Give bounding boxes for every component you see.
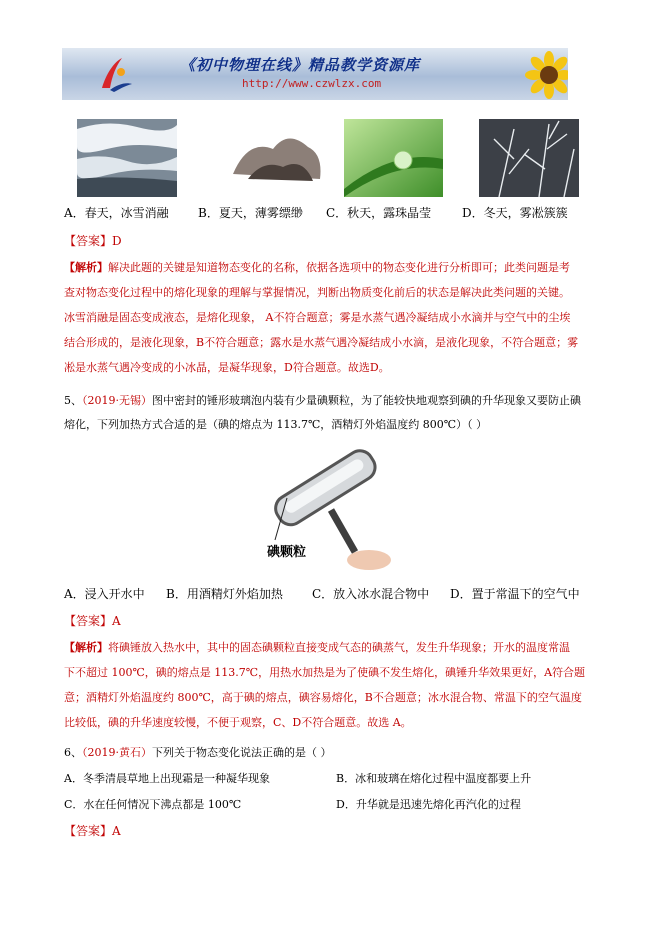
q5-analysis	[64, 635, 604, 735]
analysis-line: 【解析】将碘锤放入热水中，其中的固态碘颗粒直接变成气态的碘蒸气，发生升华现象；开水的温度常温	[64, 641, 570, 654]
analysis-line: 意；酒精灯外焰温度约 800℃，高于碘的熔点，碘容易熔化，B不合题意；冰水混合物、常温下的空气温度	[64, 691, 582, 704]
q4-option-a: A．春天，冰雪消融	[64, 206, 169, 220]
sunflower-icon	[524, 50, 568, 100]
q5-option-c: C．放入冰水混合物中	[312, 587, 430, 601]
q6-source: （2019·黄石）	[82, 746, 152, 759]
photo-thin-mist	[228, 119, 328, 197]
q4-answer	[64, 232, 122, 250]
answer-label: 【答案】	[64, 234, 113, 248]
banner-url: http://www.czwlzx.com	[242, 77, 382, 90]
answer-label: 【答案】	[64, 614, 113, 628]
iodine-hammer-tube-figure	[253, 442, 403, 573]
q5-option-b: B．用酒精灯外焰加热	[166, 587, 283, 601]
analysis-line: 凇是水蒸气遇冷变成的小冰晶，是凝华现象，D符合题意。故选D。	[64, 361, 390, 374]
q4-option-c: C．秋天，露珠晶莹	[326, 206, 432, 220]
header-banner	[62, 48, 568, 100]
analysis-line: 下不超过 100℃，碘的熔点是 113.7℃，用热水加热是为了使碘不发生熔化，碘锤升华效果更好，A符合题	[64, 666, 586, 679]
q5-option-a: A．浸入开水中	[64, 587, 145, 601]
q5-answer	[64, 612, 121, 630]
analysis-line: 结合形成的，是液化现象，B不符合题意；露水是水蒸气遇冷凝结成小水滴，是液化现象，不符合题意；雾	[64, 336, 579, 349]
q4-analysis	[64, 255, 604, 380]
answer-value: D	[112, 234, 122, 248]
photo-rime-frost	[479, 119, 579, 197]
q6-answer	[64, 822, 121, 840]
answer-value: A	[112, 824, 121, 838]
analysis-label: 【解析】	[64, 641, 108, 654]
q6-option-c: C．水在任何情况下沸点都是 100℃	[64, 798, 242, 811]
figure-label-iodine: 碘颗粒	[267, 545, 307, 560]
answer-label: 【答案】	[64, 824, 113, 838]
q6-option-d: D．升华就是迅速先熔化再汽化的过程	[336, 798, 521, 811]
q6-stem: 6、（2019·黄石）下列关于物态变化说法正确的是（ ）	[64, 746, 332, 759]
q5-option-d: D．置于常温下的空气中	[450, 587, 580, 601]
analysis-line: 冰雪消融是固态变成液态，是熔化现象， A不符合题意；雾是水蒸气遇冷凝结成小水滴并与空气中的尘埃	[64, 311, 571, 324]
q6-option-a: A．冬季清晨草地上出现霜是一种凝华现象	[64, 772, 270, 785]
q5-stem-line2: 熔化，下列加热方式合适的是（碘的熔点为 113.7℃，酒精灯外焰温度约 800℃）（ ）	[64, 418, 488, 431]
q4-option-b: B．夏天，薄雾缥缈	[198, 206, 303, 220]
q4-option-d: D．冬天，雾凇簇簇	[462, 206, 568, 220]
analysis-line: 比较低，碘的升华速度较慢，不便于观察，C、D不符合题意。故选 A。	[64, 716, 412, 729]
q5-source: （2019·无锡）	[82, 394, 152, 407]
site-logo-icon	[96, 54, 134, 94]
analysis-line: 【解析】解决此题的关键是知道物态变化的名称，依据各选项中的物态变化进行分析即可；此类问题是考	[64, 261, 570, 274]
analysis-label: 【解析】	[64, 261, 108, 274]
analysis-line: 查对物态变化过程中的熔化现象的理解与掌握情况，判断出物质变化前后的状态是解决此类问题的关键。	[64, 286, 570, 299]
photo-dewdrop	[344, 119, 443, 197]
photo-melting-snow	[77, 119, 177, 197]
answer-value: A	[112, 614, 121, 628]
q6-option-b: B．冰和玻璃在熔化过程中温度都要上升	[336, 772, 532, 785]
banner-title: 《初中物理在线》精品教学资源库	[180, 56, 421, 74]
q5-stem-line1: 5、（2019·无锡）图中密封的锤形玻璃泡内装有少量碘颗粒，为了能较快地观察到碘的升华现象又要防止碘	[64, 394, 581, 407]
